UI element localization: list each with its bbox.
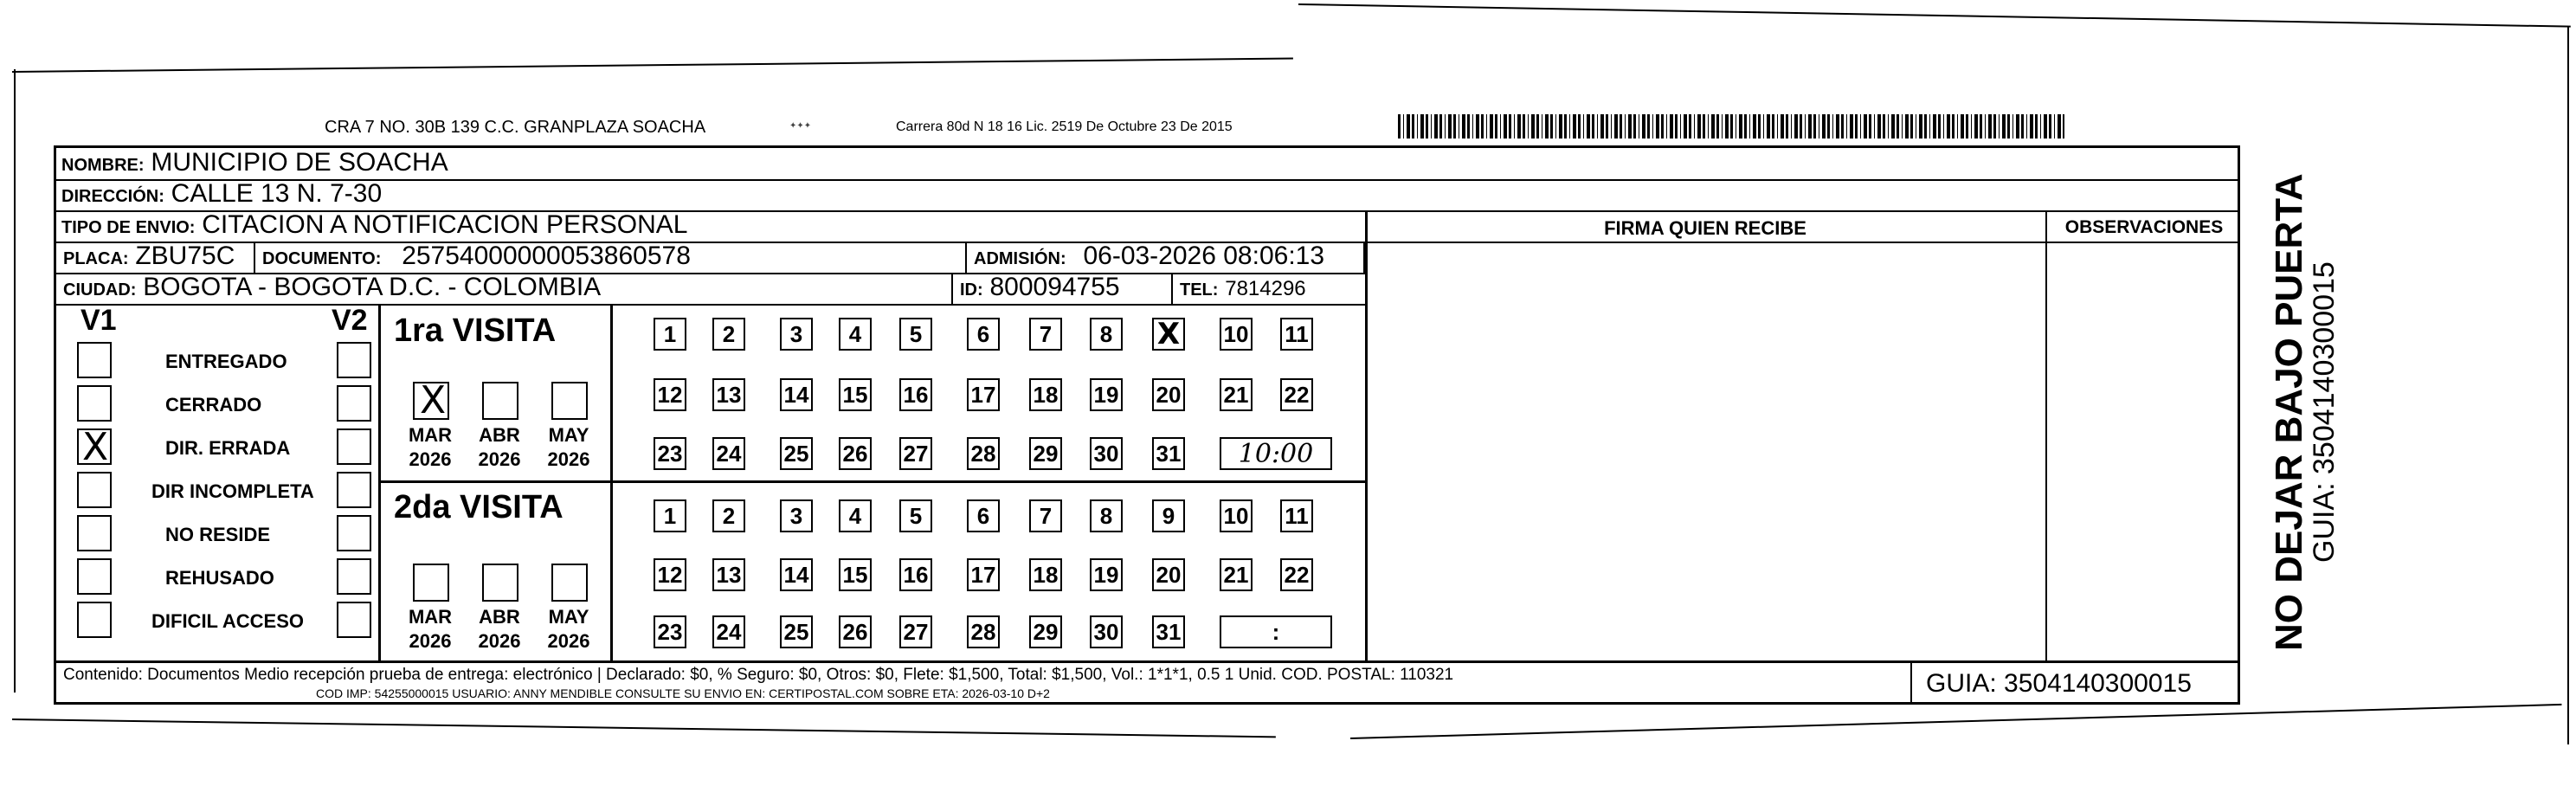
month-label: MAY 2026 (547, 606, 590, 652)
check-mark-icon: X (420, 378, 447, 422)
placa-label: PLACA: (63, 249, 129, 268)
scan-edge-top-right (1298, 3, 2571, 28)
day-box[interactable]: 28 (967, 437, 1000, 470)
firma-column (1365, 210, 1368, 660)
tel-label: TEL: (1180, 280, 1219, 300)
day-box[interactable]: 23 (654, 437, 686, 470)
row-nombre (56, 148, 2238, 181)
delivery-form (54, 145, 2240, 705)
day-box[interactable]: 13 (712, 378, 745, 411)
day-box[interactable]: 27 (899, 437, 932, 470)
day-box[interactable]: 16 (899, 378, 932, 411)
day-box[interactable]: 24 (712, 615, 745, 648)
day-box[interactable] (1152, 318, 1185, 351)
day-box[interactable]: 16 (899, 558, 932, 591)
v2-checkbox[interactable] (337, 342, 371, 378)
v2-checkbox[interactable] (337, 602, 371, 638)
day-box[interactable]: 11 (1280, 499, 1313, 532)
observaciones-label: OBSERVACIONES (2064, 217, 2224, 237)
day-box[interactable]: 21 (1220, 378, 1253, 411)
scan-edge-top-left (12, 58, 1293, 73)
admision-cell (967, 242, 1365, 273)
header-address: CRA 7 NO. 30B 139 C.C. GRANPLAZA SOACHA (325, 118, 706, 137)
v2-checkbox[interactable] (337, 472, 371, 508)
status-label: DIR. ERRADA (165, 437, 291, 459)
observaciones-divider (2045, 210, 2047, 660)
v1-checkbox[interactable] (77, 515, 112, 551)
v2-checkbox[interactable] (337, 385, 371, 422)
day-box[interactable]: 4 (839, 318, 872, 351)
scan-edge-left (14, 69, 16, 693)
day-box[interactable]: 29 (1029, 437, 1062, 470)
firma-label: FIRMA QUIEN RECIBE (1604, 217, 1806, 239)
day-box[interactable]: 23 (654, 615, 686, 648)
time-box[interactable] (1220, 615, 1332, 648)
id-cell (953, 273, 1173, 304)
day-box[interactable]: 26 (839, 437, 872, 470)
v1-checkbox[interactable] (77, 472, 112, 508)
day-box[interactable]: 9 (1152, 499, 1185, 532)
month-checkbox[interactable] (551, 564, 588, 602)
day-box[interactable]: 20 (1152, 378, 1185, 411)
day-box[interactable]: 11 (1280, 318, 1313, 351)
footer-line2: COD IMP: 54255000015 USUARIO: ANNY MENDIBLE CONSULTE SU ENVIO EN: CERTIPOSTAL.COM SOBRE ETA: 2026-03-10 D+2 (316, 686, 1050, 700)
row-placa (56, 242, 1365, 274)
day-box[interactable]: 18 (1029, 558, 1062, 591)
v1-checkbox[interactable] (77, 342, 112, 378)
day-box[interactable]: 10 (1220, 499, 1253, 532)
day-box[interactable]: 20 (1152, 558, 1185, 591)
id-value: 800094755 (989, 273, 1120, 301)
admision-label: ADMISIÓN: (974, 249, 1066, 268)
day-box[interactable]: 22 (1280, 558, 1313, 591)
day-box[interactable]: 4 (839, 499, 872, 532)
documento-value: 25754000000053860578 (402, 242, 691, 270)
row-tipo (56, 210, 1365, 243)
day-box[interactable]: 26 (839, 615, 872, 648)
day-box[interactable]: 1 (654, 499, 686, 532)
day-box[interactable]: 8 (1090, 499, 1123, 532)
status-label: NO RESIDE (165, 524, 271, 545)
visit2-title: 2da VISITA (394, 489, 564, 525)
month-checkbox[interactable] (482, 564, 518, 602)
status-label: ENTREGADO (165, 351, 287, 372)
ciudad-cell (56, 273, 953, 304)
scan-edge-bottom (12, 718, 1276, 738)
v1-checkbox[interactable] (77, 385, 112, 422)
scan-edge-bottom-right (1350, 704, 2562, 739)
placa-cell (56, 242, 255, 273)
v2-checkbox[interactable] (337, 558, 371, 595)
day-box[interactable]: 25 (780, 437, 813, 470)
month-day-divider (610, 304, 613, 660)
v2-checkbox[interactable] (337, 428, 371, 465)
day-box[interactable]: 8 (1090, 318, 1123, 351)
day-box[interactable]: 17 (967, 378, 1000, 411)
side-warning: NO DEJAR BAJO PUERTA (2268, 173, 2310, 651)
v1-checkbox[interactable] (77, 602, 112, 638)
time-value: : (1272, 618, 1280, 645)
scan-edge-right (2567, 26, 2569, 744)
v2-label: V2 (332, 304, 368, 337)
check-mark-icon: X (82, 425, 109, 469)
firma-header-line (1365, 242, 2238, 243)
day-box[interactable]: 22 (1280, 378, 1313, 411)
day-box[interactable]: 10 (1220, 318, 1253, 351)
day-box[interactable]: 25 (780, 615, 813, 648)
tipo-label: TIPO DE ENVIO: (61, 218, 196, 237)
admision-value: 06-03-2026 08:06:13 (1083, 242, 1325, 270)
day-box[interactable]: 13 (712, 558, 745, 591)
v1-checkbox[interactable] (77, 558, 112, 595)
direccion-value: CALLE 13 N. 7-30 (171, 179, 383, 208)
check-mark-icon: X (1156, 317, 1181, 351)
day-box[interactable]: 24 (712, 437, 745, 470)
month-checkbox[interactable] (551, 382, 588, 420)
day-box[interactable]: 1 (654, 318, 686, 351)
courier-logo-icon: ✦✦✦ (789, 121, 812, 131)
day-box[interactable]: 6 (967, 318, 1000, 351)
row-ciudad (56, 273, 1365, 306)
month-label: MAY 2026 (547, 424, 590, 470)
id-label: ID: (960, 280, 983, 300)
footer-guia-divider (1910, 660, 1912, 702)
month-checkbox[interactable] (482, 382, 518, 420)
tel-value: 7814296 (1225, 277, 1306, 300)
day-box[interactable]: 27 (899, 615, 932, 648)
day-box[interactable]: 15 (839, 558, 872, 591)
v1-label: V1 (80, 304, 117, 337)
barcode (1398, 114, 2064, 139)
status-label: DIFICIL ACCESO (151, 610, 305, 632)
ciudad-label: CIUDAD: (63, 280, 137, 300)
day-box[interactable]: 15 (839, 378, 872, 411)
nombre-value: MUNICIPIO DE SOACHA (151, 148, 448, 177)
day-box[interactable]: 30 (1090, 615, 1123, 648)
tel-cell (1173, 273, 1365, 304)
v1-checkbox[interactable] (77, 425, 112, 469)
month-label: MAR 2026 (408, 424, 453, 470)
day-box[interactable]: 7 (1029, 318, 1062, 351)
status-label: CERRADO (165, 394, 262, 416)
month-checkbox[interactable] (413, 378, 449, 422)
day-box[interactable]: 3 (780, 499, 813, 532)
status-panel (56, 304, 381, 660)
month-label: ABR 2026 (478, 424, 521, 470)
day-box[interactable]: 30 (1090, 437, 1123, 470)
header-license: Carrera 80d N 18 16 Lic. 2519 De Octubre 23 De 2015 (896, 119, 1233, 134)
status-label: REHUSADO (165, 567, 274, 589)
documento-cell (255, 242, 967, 273)
day-box[interactable]: 2 (712, 318, 745, 351)
direccion-label: DIRECCIÓN: (61, 187, 164, 206)
visit1-title: 1ra VISITA (394, 312, 557, 349)
side-guia: GUIA: 3504140300015 (2308, 261, 2341, 563)
tipo-value: CITACION A NOTIFICACION PERSONAL (202, 210, 688, 239)
month-label: ABR 2026 (478, 606, 521, 652)
day-box[interactable]: 19 (1090, 558, 1123, 591)
day-box[interactable]: 12 (654, 378, 686, 411)
day-box[interactable]: 2 (712, 499, 745, 532)
day-box[interactable]: 28 (967, 615, 1000, 648)
day-box[interactable]: 31 (1152, 615, 1185, 648)
day-box[interactable]: 19 (1090, 378, 1123, 411)
day-box[interactable]: 6 (967, 499, 1000, 532)
day-box[interactable]: 18 (1029, 378, 1062, 411)
status-label: DIR INCOMPLETA (151, 480, 314, 502)
time-value: 10:00 (1238, 438, 1314, 469)
v2-checkbox[interactable] (337, 515, 371, 551)
day-box[interactable]: 14 (780, 558, 813, 591)
day-box[interactable]: 3 (780, 318, 813, 351)
visit-divider (378, 480, 1365, 483)
day-box[interactable]: 7 (1029, 499, 1062, 532)
row-direccion (56, 179, 2238, 212)
month-checkbox[interactable] (413, 564, 449, 602)
day-box[interactable]: 14 (780, 378, 813, 411)
day-box[interactable]: 12 (654, 558, 686, 591)
day-box[interactable]: 17 (967, 558, 1000, 591)
day-box[interactable]: 31 (1152, 437, 1185, 470)
footer-contenido: Contenido: Documentos Medio recepción prueba de entrega: electrónico | Declarado: $0, % Seguro: $0, Otros: $0, Flete: $1,500, Total: $1,500, Vol.: 1*1*1, 0.5 1 Unid. COD. POSTAL: 110321 (63, 666, 1454, 684)
documento-label: DOCUMENTO: (262, 249, 382, 268)
footer-guia: GUIA: 3504140300015 (1926, 669, 2192, 698)
day-box[interactable]: 5 (899, 318, 932, 351)
month-label: MAR 2026 (408, 606, 453, 652)
day-box[interactable]: 5 (899, 499, 932, 532)
placa-value: ZBU75C (135, 242, 235, 270)
time-box[interactable] (1220, 437, 1332, 470)
day-box[interactable]: 21 (1220, 558, 1253, 591)
ciudad-value: BOGOTA - BOGOTA D.C. - COLOMBIA (143, 273, 602, 301)
day-box[interactable]: 29 (1029, 615, 1062, 648)
nombre-label: NOMBRE: (61, 156, 145, 175)
